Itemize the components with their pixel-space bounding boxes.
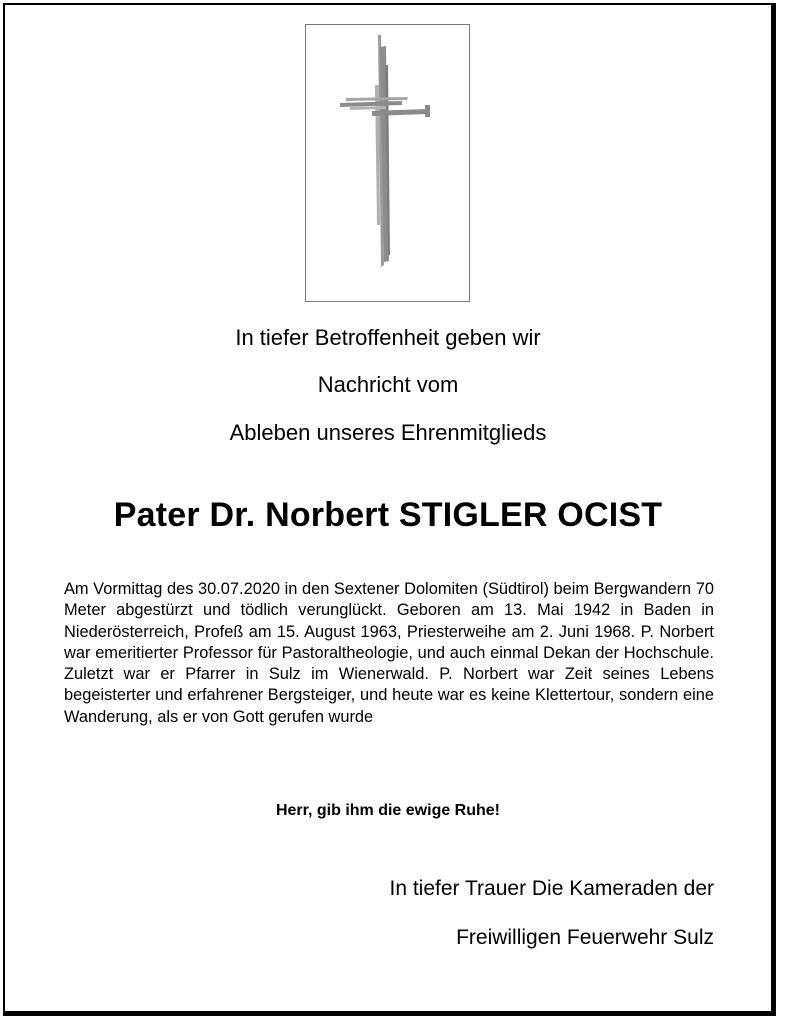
cross-image-panel [305, 24, 470, 302]
intro-line: Nachricht vom [317, 372, 459, 397]
intro-line: Ableben unseres Ehrenmitglieds [229, 420, 547, 445]
blessing-text: Herr, gib ihm die ewige Ruhe! [275, 802, 501, 819]
deceased-name: Pater Dr. Norbert STIGLER OCIST [113, 496, 663, 534]
cross-icon [306, 25, 469, 301]
intro-line: In tiefer Betroffenheit geben wir [235, 325, 541, 350]
closing-line: Freiwilligen Feuerwehr Sulz [456, 926, 714, 949]
closing-line: In tiefer Trauer Die Kameraden der [389, 877, 714, 900]
biography-paragraph: Am Vormittag des 30.07.2020 in den Sextener Dolomiten (Südtirol) beim Bergwandern 70 Meter abgestürzt und tödlich verunglückt. Geboren am 13. Mai 1942 in Baden in Niederösterreich, Profeß am 15. August 1963, Priesterweihe am 2. Juni 1968. P. Norbert war emeritierter Professor für Pastoraltheologie, und auch einmal Dekan der Hochschule. Zuletzt war er Pfarrer in Sulz im Wienerwald. P. Norbert war Zeit seines Lebens begeisterter und erfahrener Bergsteiger, und heute war es keine Klettertour, sondern eine Wanderung, als er von Gott gerufen wurde [64, 580, 714, 726]
